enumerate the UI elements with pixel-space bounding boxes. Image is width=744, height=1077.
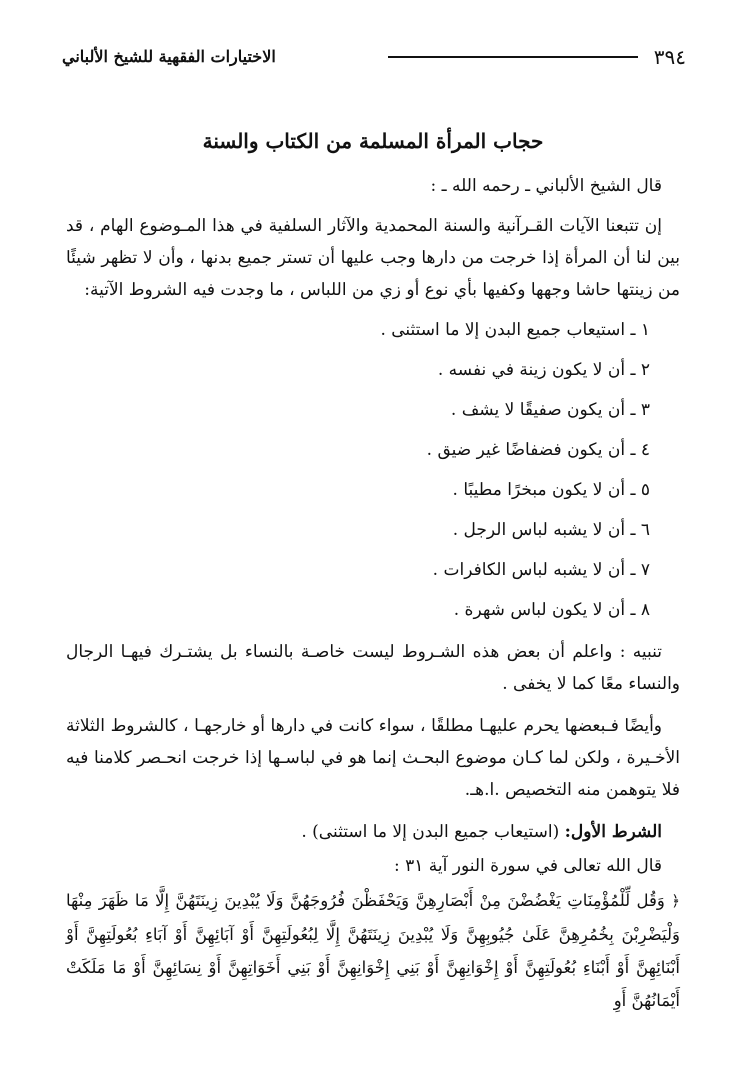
note-paragraph: تنبيه : واعلم أن بعض هذه الشـروط ليست خاصـة بالنساء بل يشتـرك فيهـا الرجال والنساء معًا كما لا يخفى . (66, 642, 680, 694)
running-header (62, 44, 686, 70)
condition-item: ٨ ـ أن لا يكون لباس شهرة . (453, 600, 650, 620)
condition-item: ٦ ـ أن لا يشبه لباس الرجل . (452, 520, 650, 540)
main-content (66, 124, 680, 1017)
verse-open-bracket: ﴿ (671, 892, 680, 910)
conditions-list (66, 316, 680, 624)
scan-speck (34, 82, 36, 84)
condition-item: ٣ ـ أن يكون صفيقًا لا يشف . (450, 400, 650, 420)
verse-text: وَقُل لِّلْمُؤْمِنَاتِ يَغْضُضْنَ مِنْ أَبْصَارِهِنَّ وَيَحْفَظْنَ فُرُوجَهُنَّ وَلَا يُبْدِينَ زِينَتَهُنَّ إِلَّا مَا ظَهَرَ مِنْهَا وَلْيَضْرِبْنَ بِخُمُرِهِنَّ عَلَىٰ جُيُوبِهِنَّ وَلَا يُبْدِينَ زِينَتَهُنَّ إِلَّا لِبُعُولَتِهِنَّ أَوْ آبَائِهِنَّ أَوْ آبَاءِ بُعُولَتِهِنَّ أَوْ أَبْنَائِهِنَّ أَوْ أَبْنَاءِ بُعُولَتِهِنَّ أَوْ إِخْوَانِهِنَّ أَوْ بَنِي إِخْوَانِهِنَّ أَوْ بَنِي أَخَوَاتِهِنَّ أَوْ نِسَائِهِنَّ أَوْ مَا مَلَكَتْ أَيْمَانُهُنَّ أَوِ (66, 891, 680, 1010)
intro-line: قال الشيخ الألباني ـ رحمه الله ـ : (430, 176, 662, 196)
condition-item: ٥ ـ أن لا يكون مبخرًا مطيبًا . (452, 480, 650, 500)
condition-item: ١ ـ استيعاب جميع البدن إلا ما استثنى . (380, 320, 650, 340)
paragraph-restrictions: وأيضًا فـبعضها يحرم عليهـا مطلقًا ، سواء كانت في دارها أو خارجهـا ، كالشروط الثلاثة الأخـيرة ، ولكن لما كـان موضوع البحـث إنما هو في لباسـها إذا خرجت انحـصر كلامنا فيه فلا يتوهمن منه التخصيص .ا.هـ. (66, 716, 680, 800)
first-condition-text: (استيعاب جميع البدن إلا ما استثنى) . (301, 822, 560, 842)
condition-item: ٢ ـ أن لا يكون زينة في نفسه . (437, 360, 650, 380)
paragraph-conditions-intro: إن تتبعنا الآيات القـرآنية والسنة المحمدية والآثار السلفية في هذا المـوضوع الهام ، قد بين لنا أن المرأة إذا خرجت من دارها وجب عليها أن تستر جميع بدنها ، وأن لا تظهر شيئًا من زينتها حاشا وجهها وكفيها بأي نوع أو زي من اللباس ، ما وجدت فيه الشروط الآتية: (66, 216, 680, 300)
section-title: حجاب المرأة المسلمة من الكتاب والسنة (202, 129, 544, 153)
condition-item: ٧ ـ أن لا يشبه لباس الكافرات . (432, 560, 650, 580)
page-number: ٣٩٤ (653, 45, 686, 69)
quote-intro: قال الله تعالى في سورة النور آية ٣١ : (393, 856, 662, 876)
header-rule (388, 56, 638, 58)
first-condition-label: الشرط الأول: (564, 822, 662, 842)
condition-item: ٤ ـ أن يكون فضفاضًا غير ضيق . (426, 440, 650, 460)
first-condition-heading (66, 816, 680, 848)
quran-verse (66, 884, 680, 1017)
book-title: الاختيارات الفقهية للشيخ الألباني (62, 47, 276, 66)
